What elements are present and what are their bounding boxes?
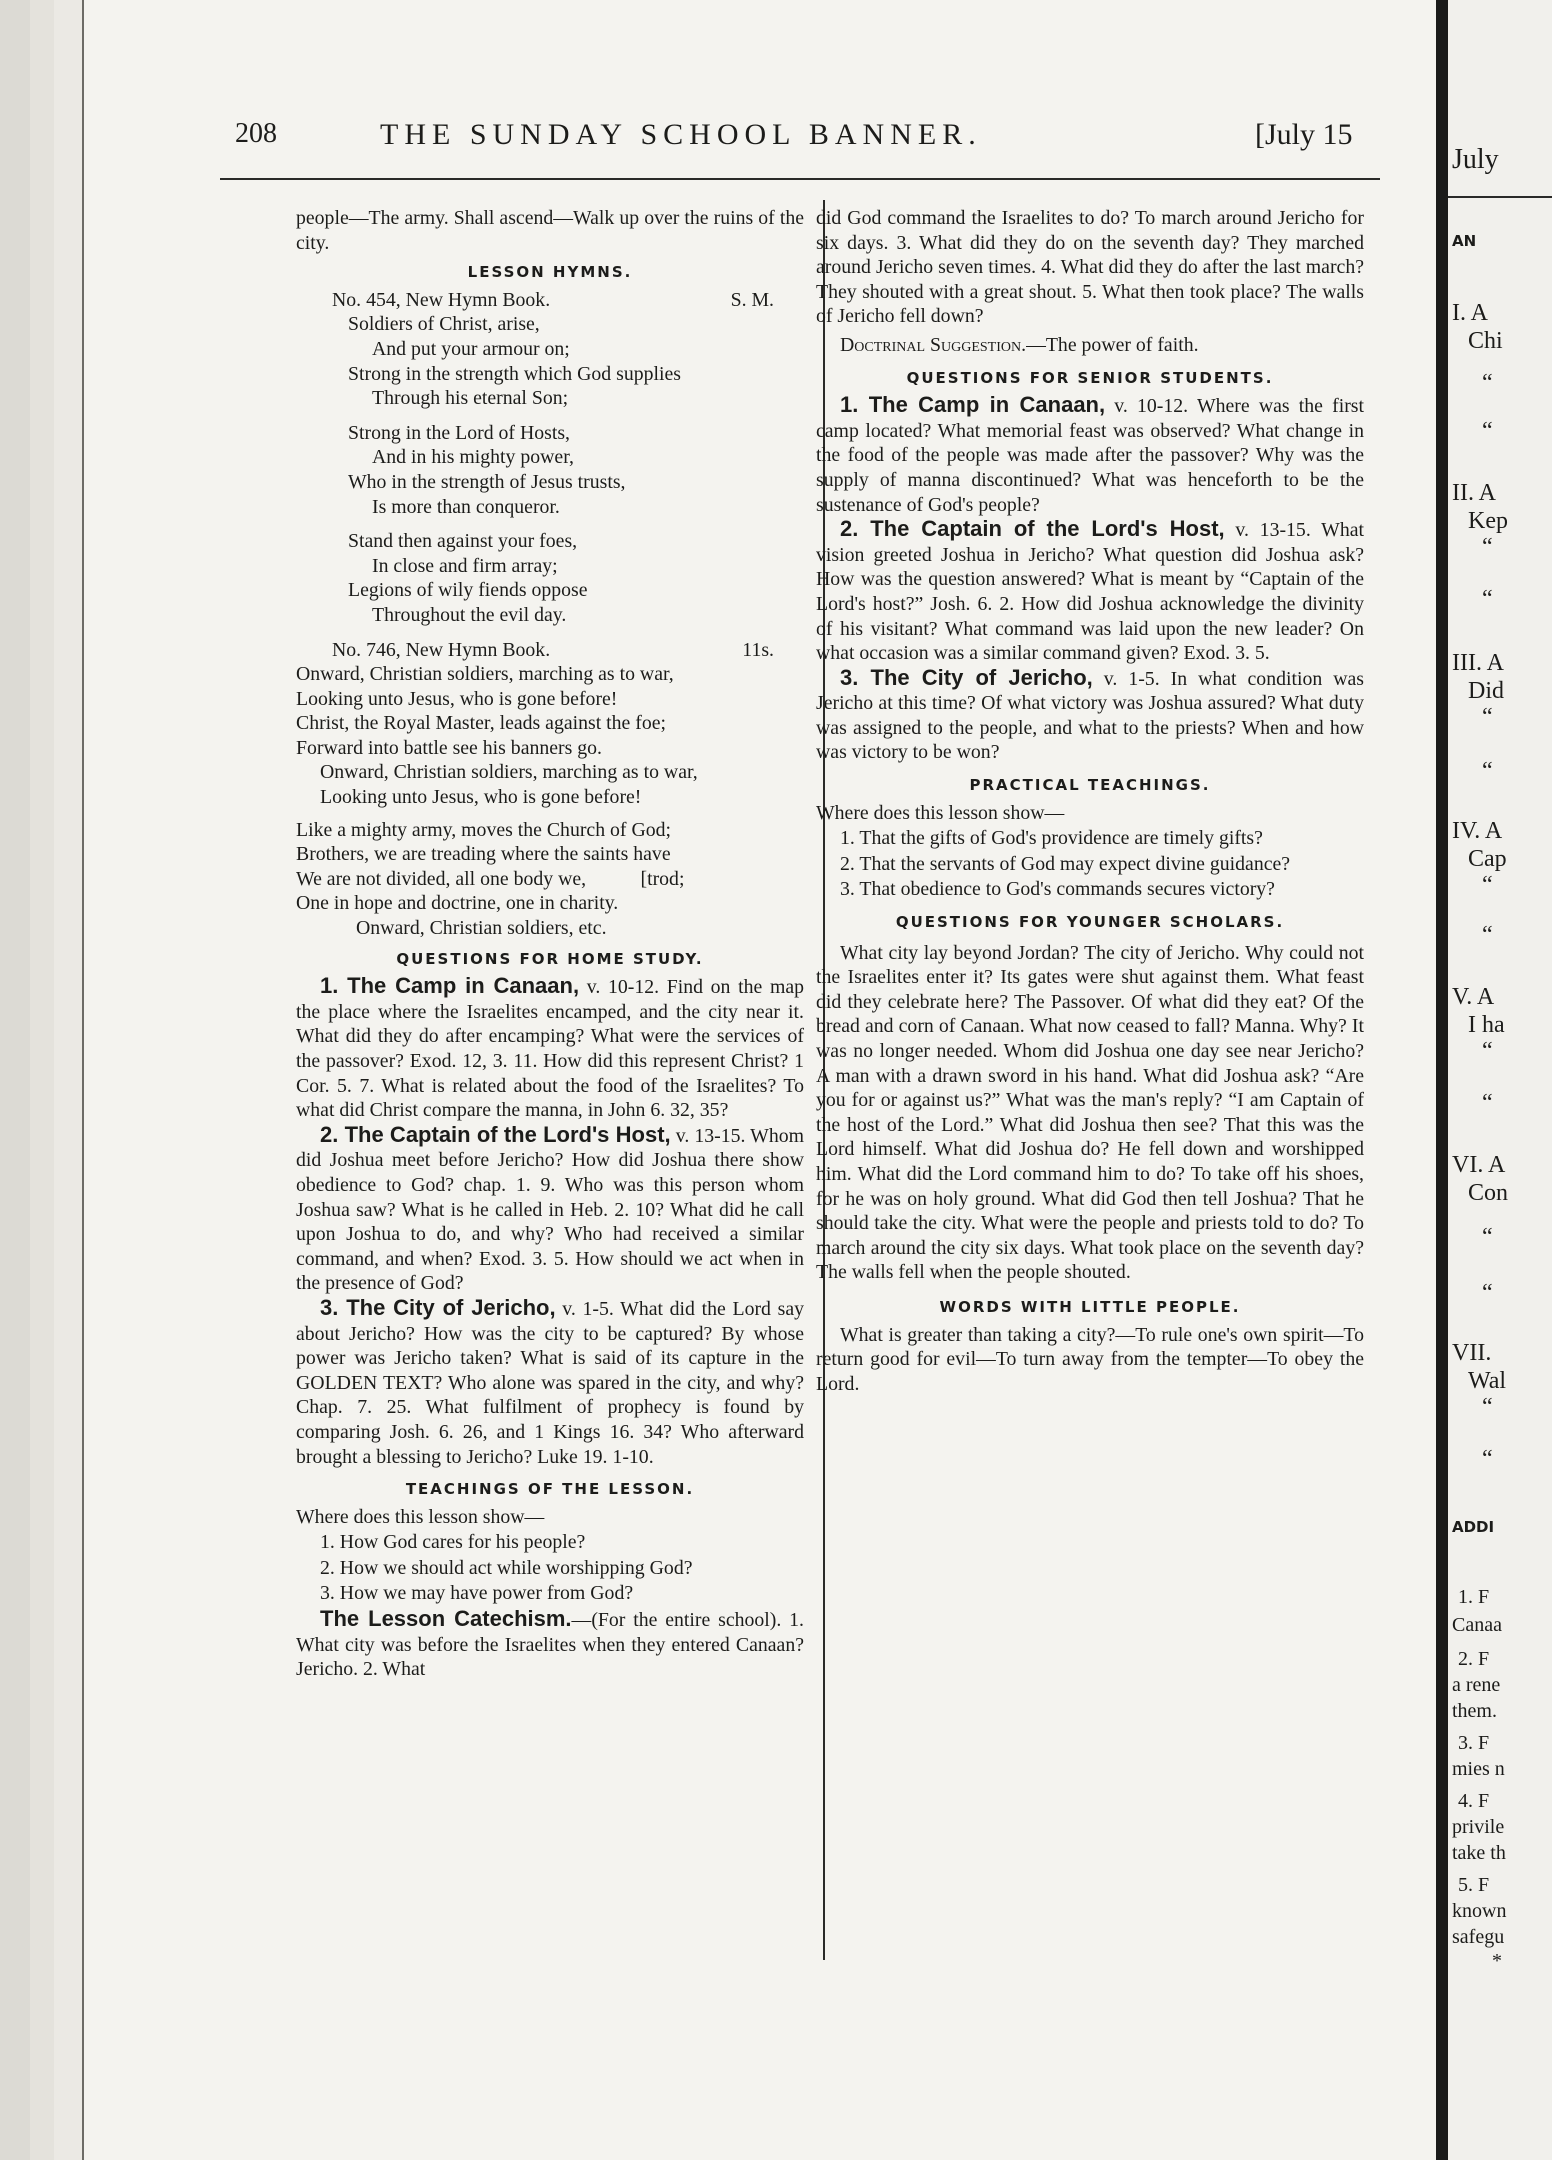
- hymns-heading: LESSON HYMNS.: [467, 263, 633, 282]
- home-study-1: 1. The Camp in Canaan, v. 10-12. Find on the map the place where the Israelites encamped, and the city near it. What did they do after encamping? What were the services of the passover? Exod. 12, 3. 11. How did this represent Christ? 1 Cor. 5. 7. What is related about the food of the Israelites? To what did Christ compare the manna, in John 6. 32, 35?: [296, 973, 804, 1122]
- words-text: What is greater than taking a city?—To rule one's own spirit—To return good for evil—To turn away from the tempter—To obey the Lord.: [816, 1323, 1364, 1395]
- page-number: 208: [235, 118, 277, 149]
- page-header: [235, 118, 1405, 178]
- practical-heading: PRACTICAL TEACHINGS.: [969, 776, 1211, 795]
- list-item: 2. That the servants of God may expect divine guidance?: [840, 852, 1291, 875]
- list-item: 3. That obedience to God's commands secures victory?: [840, 878, 1275, 901]
- hymn-1-stanza-3: Stand then against your foes, In close and firm array; Legions of wily fiends oppose Throughout the evil day.: [348, 530, 588, 626]
- left-column: [296, 206, 804, 1682]
- list-item: 3. How we may have power from God?: [320, 1582, 634, 1605]
- home-study-3: 3. The City of Jericho, v. 1-5. What did the Lord say about Jericho? How was the city to be captured? By whose power was Jericho taken? What is said of its capture in the GOLDEN TEXT? Who alone was spared in the city, and why? Chap. 7. 25. What fulfilment of prophecy is found by comparing Josh. 6. 26, and 1 Kings 16. 34? Who afterward brought a blessing to Jericho? Luke 19. 1-10.: [296, 1294, 804, 1468]
- hymn-2-stanza-1: Onward, Christian soldiers, marching as to war, Looking unto Jesus, who is gone before! Christ, the Royal Master, leads against the foe; Forward into battle see his banners go. Onward, Christian soldiers, marching as to war, Looking unto Jesus, who is gone before!: [296, 663, 698, 809]
- right-column: [816, 206, 1364, 1396]
- senior-1: 1. The Camp in Canaan, v. 10-12. Where was the first camp located? What memorial feast was observed? What change in the food of the people was made after the passover? Why was the supply of manna discontinued? What was henceforth to be the sustenance of God's people?: [816, 392, 1364, 516]
- list-item: 1. That the gifts of God's providence are timely gifts?: [840, 827, 1263, 850]
- hymn-1-ref: No. 454, New Hymn Book. S. M.: [332, 288, 774, 311]
- home-study-heading: QUESTIONS FOR HOME STUDY.: [396, 949, 704, 968]
- catechism: The Lesson Catechism.—(For the entire school). 1. What city was before the Israelites when they entered Canaan? Jericho. 2. What: [296, 1606, 804, 1681]
- senior-heading: QUESTIONS FOR SENIOR STUDENTS.: [906, 368, 1274, 387]
- words-heading: WORDS WITH LITTLE PEOPLE.: [939, 1297, 1241, 1316]
- next-page: July AN I. A Chi “ “ II. A Kep “ “ III. A Did “ “ IV. A Cap “ “ V. A I ha “ “ VI. A Con “ “ VII. Wal “ “ ADDI 1. F Canaa 2. F a rene them. 3. F mies n 4. F privile take th 5. F known safegu *: [1448, 0, 1552, 2160]
- next-page-header: July: [1452, 144, 1499, 175]
- book-gutter: [1436, 0, 1448, 2160]
- teachings-heading: TEACHINGS OF THE LESSON.: [405, 1480, 695, 1499]
- doctrinal-suggestion: Doctrinal Suggestion.—The power of faith.: [840, 333, 1199, 356]
- list-item: 1. How God cares for his people?: [320, 1531, 586, 1554]
- practical-intro: Where does this lesson show—: [816, 801, 1065, 824]
- younger-text: What city lay beyond Jordan? The city of Jericho. Why could not the Israelites enter it? Its gates were shut against them. What feast did they celebrate here? The Passover. Of what did they eat? Of the bread and corn of Canaan. What now ceased to fall? Manna. Why? It was no longer needed. Whom did Joshua one day see near Jericho? A man with a drawn sword in his hand. What did Joshua ask? “Are you for or against us?” What was the man's reply? “I am Captain of the host of the Lord.” What did Joshua then see? That this was the Lord himself. What did Joshua do? He fell down and worshipped him. What did the Lord command him to do? To take off his shoes, for he was on holy ground. What did God then tell Joshua? That he should take the city. What were the people and priests told to do? To march around the city six days. What took place on the seventh day? The walls fell when the people shouted.: [816, 941, 1364, 1284]
- senior-3: 3. The City of Jericho, v. 1-5. In what condition was Jericho at this time? Of what victory was Joshua assured? What duty was assigned to the people, and what to the priests? When and how was victory to be won?: [816, 664, 1364, 764]
- hymn-2-stanza-2: Like a mighty army, moves the Church of God; Brothers, we are treading where the saints have We are not divided, all one body we, [trod; One in hope and doctrine, one in charity. Onward, Christian soldiers, etc.: [296, 818, 685, 940]
- intro-text: people—The army. Shall ascend—Walk up over the ruins of the city.: [296, 207, 804, 254]
- masthead-title: THE SUNDAY SCHOOL BANNER.: [380, 118, 982, 151]
- catechism-continued: did God command the Israelites to do? To march around Jericho for six days. 3. What did they do on the seventh day? They marched around Jericho seven times. 4. What did they do after the last march? They shouted with a great shout. 5. What then took place? The walls of Jericho fell down?: [816, 207, 1364, 328]
- practical-list: [828, 826, 1364, 902]
- younger-heading: QUESTIONS FOR YOUNGER SCHOLARS.: [895, 913, 1285, 932]
- hymn-1-stanza-2: Strong in the Lord of Hosts, And in his mighty power, Who in the strength of Jesus trusts, Is more than conqueror.: [348, 421, 626, 518]
- senior-2: 2. The Captain of the Lord's Host, v. 13-15. What vision greeted Joshua in Jericho? What question did Joshua ask? How was the question answered? What is meant by “Captain of the Lord's host?” Josh. 6. 2. How did Joshua acknowledge the divinity of his visitant? What command was laid upon the new leader? On what occasion was a similar command given? Exod. 3. 5.: [816, 516, 1364, 665]
- header-rule: [220, 178, 1380, 180]
- hymn-2-ref: No. 746, New Hymn Book. 11s.: [332, 638, 774, 661]
- list-item: 2. How we should act while worshipping God?: [320, 1556, 693, 1579]
- home-study-2: 2. The Captain of the Lord's Host, v. 13-15. Whom did Joshua meet before Jericho? How did Joshua there show obedience to God? chap. 1. 9. Who was this person whom Joshua saw? What is he called in Heb. 2. 10? What did he call upon Joshua to do, and why? Who had received a similar command, and when? Exod. 3. 5. How should we act when in the presence of God?: [296, 1121, 804, 1295]
- hymn-1-stanza-1: Soldiers of Christ, arise, And put your armour on; Strong in the strength which God supplies Through his eternal Son;: [348, 313, 681, 410]
- header-date: [July 15: [1255, 118, 1353, 151]
- teachings-intro: Where does this lesson show—: [296, 1505, 545, 1528]
- teachings-list: [308, 1530, 804, 1606]
